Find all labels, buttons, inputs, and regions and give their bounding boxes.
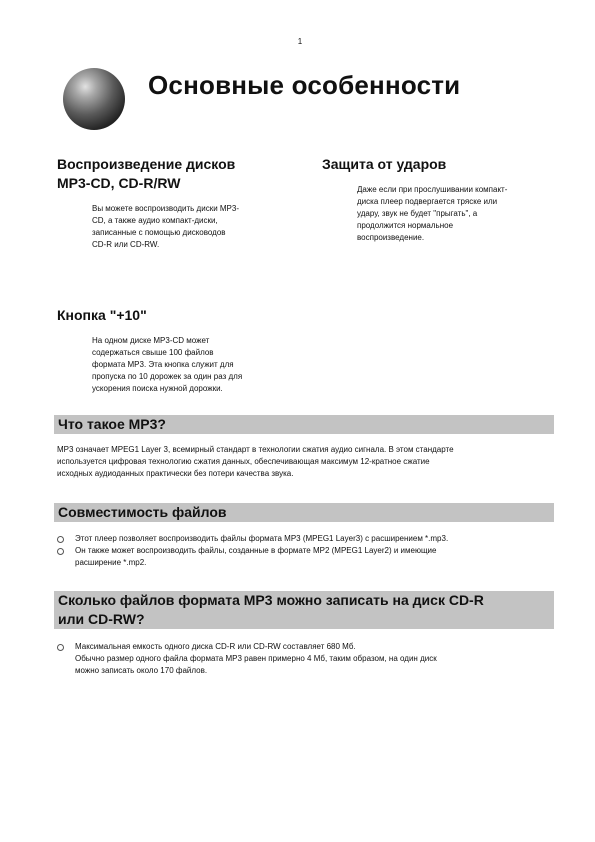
text-line: диска плеер подвергается тряске или: [357, 197, 498, 206]
feature-mp3cd-title: [57, 155, 297, 193]
title-line: MP3-CD, CD-R/RW: [57, 175, 181, 191]
section-heading-how-many: [54, 591, 554, 629]
feature-shock-text: [357, 184, 557, 244]
text-line: формата MP3. Эта кнопка служит для: [92, 360, 234, 369]
list-item: [57, 641, 555, 677]
compatibility-list: [57, 533, 555, 569]
sphere-icon: [63, 68, 125, 130]
what-is-mp3-text: [57, 444, 555, 480]
feature-shock-title: [322, 155, 562, 174]
title-line: Сколько файлов формата MP3 можно записать на диск CD-R: [58, 592, 484, 608]
text-line: Обычно размер одного файла формата MP3 равен примерно 4 Мб, таким образом, на один диск: [75, 654, 437, 663]
text-line: ускорения поиска нужной дорожки.: [92, 384, 223, 393]
text-line: Даже если при прослушивании компакт-: [357, 185, 508, 194]
text-line: пропуска по 10 дорожек за один раз для: [92, 372, 243, 381]
feature-plus10-title: [57, 306, 297, 325]
page-number: 1: [297, 37, 303, 46]
text-line: Он также может воспроизводить файлы, созданные в формате MP2 (MPEG1 Layer2) и имеющие: [75, 546, 437, 555]
text-line: можно записать около 170 файлов.: [75, 666, 208, 675]
text-line: На одном диске MP3-CD может: [92, 336, 210, 345]
text-line: MP3 означает MPEG1 Layer 3, всемирный стандарт в технологии сжатия аудио сигнала. В этом стандарте: [57, 445, 454, 454]
section-heading-compatibility: Совместимость файлов: [54, 503, 554, 522]
feature-plus10-text: [92, 335, 287, 395]
bullet-circle-icon: [57, 536, 64, 543]
title-line: Защита от ударов: [322, 156, 447, 172]
text-line: содержаться свыше 100 файлов: [92, 348, 214, 357]
text-line: исходных аудиоданных практически без потери качества звука.: [57, 469, 294, 478]
text-line: используется цифровая технологию сжатия данных, обеспечивающая максимум 12-кратное сжатие: [57, 457, 430, 466]
page-title: Основные особенности: [148, 70, 461, 100]
list-item: [57, 545, 555, 569]
list-item: [57, 533, 555, 545]
title-line: Воспроизведение дисков: [57, 156, 236, 172]
text-line: расширение *.mp2.: [75, 558, 147, 567]
text-line: удару, звук не будет "прыгать", а: [357, 209, 478, 218]
text-line: CD, а также аудио компакт-диски,: [92, 216, 218, 225]
title-line: Кнопка "+10": [57, 307, 147, 323]
section-heading-what-is-mp3: Что такое MP3?: [54, 415, 554, 434]
text-line: продолжится нормальное: [357, 221, 454, 230]
bullet-circle-icon: [57, 548, 64, 555]
text-line: Вы можете воспроизводить диски MP3-: [92, 204, 239, 213]
text-line: Этот плеер позволяет воспроизводить файлы формата MP3 (MPEG1 Layer3) с расширением *.mp3.: [75, 534, 449, 543]
text-line: CD-R или CD-RW.: [92, 240, 160, 249]
text-line: записанные с помощью дисководов: [92, 228, 226, 237]
title-line: или CD-RW?: [58, 611, 145, 627]
feature-mp3cd-text: [92, 203, 287, 251]
how-many-list: [57, 641, 555, 677]
text-line: воспроизведение.: [357, 233, 425, 242]
bullet-circle-icon: [57, 644, 64, 651]
text-line: Максимальная емкость одного диска CD-R или CD-RW составляет 680 Мб.: [75, 642, 356, 651]
